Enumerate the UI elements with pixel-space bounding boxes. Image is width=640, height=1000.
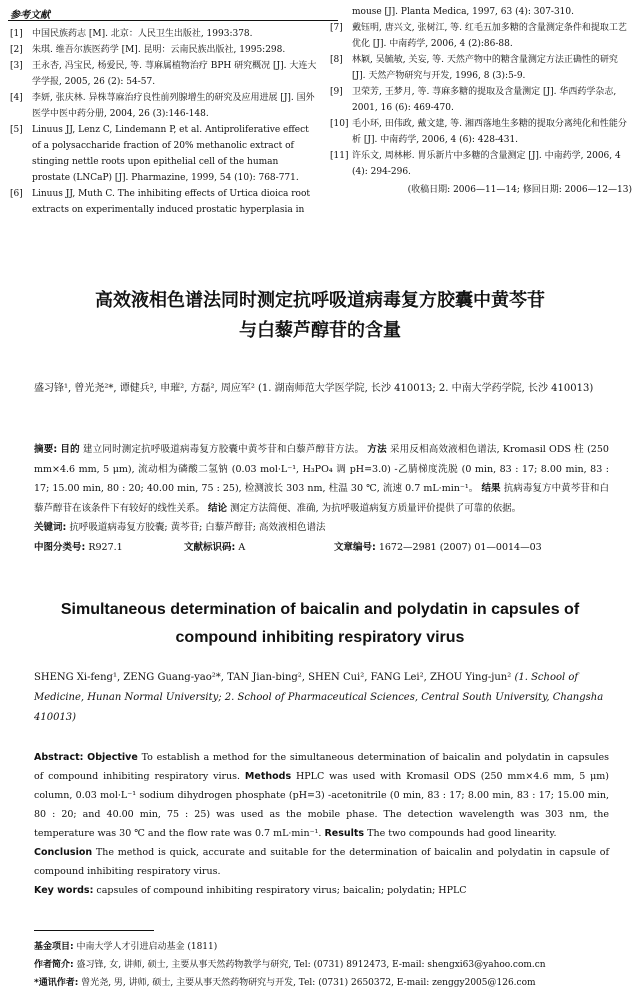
- reference-item: [8] 林颖, 吴毓敏, 关妄, 等. 天然产物中的糖含量测定方法正确性的研究 [J]. 天然产物研究与开发, 1996, 8 (3):5-9.: [330, 55, 618, 81]
- english-keywords: Key words: capsules of compound inhibiting respiratory virus; baicalin; polydatin; HPLC: [34, 885, 467, 896]
- references-heading: 参考文献: [10, 10, 50, 21]
- reference-item: [7] 戴钰明, 唐兴文, 张树江, 等. 红毛五加多糖的含量测定条件和提取工艺优化 [J]. 中南药学, 2006, 4 (2):86-88.: [330, 23, 627, 49]
- references-rule: [8, 20, 338, 21]
- reference-item: [6] Linuus JJ, Muth C. The inhibiting effects of Urtica dioica root extracts on experimentally induced prostatic hyperplasia in: [10, 189, 310, 215]
- classification-row: 中图分类号: R927.1 文献标识码: A 文章编号: 1672—2981 (2007) 01—0014—03: [34, 541, 542, 553]
- received-dates: (收稿日期: 2006—11—14; 修回日期: 2006—12—13): [407, 185, 632, 195]
- author-note: 作者简介: 盛习锋, 女, 讲师, 硕士, 主要从事天然药物教学与研究, Tel: (0731) 8912473, E-mail: shengxi63@yahoo.com.cn: [34, 960, 546, 970]
- reference-item: [1] 中国民族药志 [M]. 北京：人民卫生出版社, 1993:378.: [10, 29, 253, 39]
- english-authors: SHENG Xi-feng¹, ZENG Guang-yao²*, TAN Jian-bing², SHEN Cui², FANG Lei², ZHOU Ying-jun² (1. School of Medicine, Hunan Normal University; 2. School of Pharmaceutical Sciences, Central South University, Changsha 410013): [34, 672, 604, 723]
- english-title: Simultaneous determination of baicalin and polydatin in capsules of compound inhibiting respiratory virus: [60, 601, 580, 646]
- chinese-title: 高效液相色谱法同时测定抗呼吸道病毒复方胶囊中黄芩苷 与白藜芦醇苷的含量: [95, 290, 545, 341]
- reference-item: [5] Linuus JJ, Lenz C, Lindemann P, et al. Antiproliferative effect of a polysaccharide fraction of 20% methanolic extract of stinging nettle roots upon epithelial cell of the human prostate (LNCaP) [J]. Pharmazine, 1999, 54 (10): 768-771.: [10, 125, 309, 183]
- reference-item: [10] 毛小环, 田伟政, 戴文建, 等. 湘西落地生多糖的提取分离纯化和性能分析 [J]. 中南药学, 2006, 4 (6): 428-431.: [330, 119, 627, 145]
- chinese-authors: 盛习锋¹, 曾光尧²*, 谭健兵², 申璀², 方磊², 周应军² (1. 湖南师范大学医学院, 长沙 410013; 2. 中南大学药学院, 长沙 410013): [34, 383, 594, 394]
- footer-rule: [34, 930, 154, 931]
- reference-item: [2] 朱琪. 维吾尔族医药学 [M]. 昆明：云南民族出版社, 1995:298.: [10, 45, 286, 55]
- reference-item: [4] 李妍, 张庆林. 异株荨麻治疗良性前列腺增生的研究及应用进展 [J]. 国外医学中医中药分册, 2004, 26 (3):146-148.: [10, 93, 315, 119]
- reference-item: [3] 王永杏, 冯宝民, 杨爱民, 等. 荨麻属植物治疗 BPH 研究概况 [J]. 大连大学学报, 2005, 26 (2): 54-57.: [10, 61, 317, 87]
- chinese-abstract: 摘要: 目的 建立同时测定抗呼吸道病毒复方胶囊中黄芩苷和白藜芦醇苷方法。 方法 采用反相高效液相色谱法, Kromasil ODS 柱 (250 mm×4.6 mm, 5 μm), 流动相为磷酸二氢钠 (0.03 mol·L⁻¹, H₃PO₄ 调 pH=3.0) -乙腈梯度洗脱 (0 min, 83 : 17; 8.00 min, 83 : 17; 15.00 min, 80 : 20; 40.00 min, 75 : 25), 检测波长 303 nm, 柱温 30 ℃, 流速 0.7 mL·min⁻¹。 结果 抗病毒复方中黄芩苷和白藜芦醇苷在该条件下有较好的线性关系。 结论 测定方法简便、准确, 为抗呼吸道病复方质量评价提供了可靠的依据。 关键词: 抗呼吸道病毒复方胶囊; 黄芩苷; 白藜芦醇苷; 高效液相色谱法 中图分类号: R927.1 文献标识码: A 文章编号: 1672—2981 (2007) 01—0014—03: [34, 440, 609, 557]
- reference-item: [11] 许乐文, 周林彬. 胃乐新片中多糖的含量测定 [J]. 中南药学, 2006, 4 (4): 294-296.: [330, 151, 621, 177]
- reference-continuation: mouse [J]. Planta Medica, 1997, 63 (4): 307-310.: [352, 7, 574, 17]
- english-abstract: Abstract: Objective To establish a method for the simultaneous determination of baicalin and polydatin in capsules of compound inhibiting respiratory virus. Methods HPLC was used with Kromasil ODS (250 mm×4.6 mm, 5 μm) column, 0.03 mol·L⁻¹ sodium dihydrogen phosphate (pH=3) -acetonitrile (0 min, 83 : 17; 8.00 min, 83 : 17; 15.00 min, 80 : 20; and 40.00 min, 75 : 25) was used as the mobile phase. The detection wavelength was 303 nm, the temperature was 30 ℃ and the flow rate was 0.7 mL·min⁻¹. Results The two compounds had good linearity. Conclusion The method is quick, accurate and suitable for the determination of baicalin and polydatin in capsule of compound inhibiting respiratory virus. Key words: capsules of compound inhibiting respiratory virus; baicalin; polydatin; HPLC: [34, 748, 609, 900]
- references-right-column: [330, 4, 632, 198]
- corresponding-author-note: *通讯作者: 曾光尧, 男, 讲师, 硕士, 主要从事天然药物研究与开发, Tel: (0731) 2650372, E-mail: zenggy2005@126.com: [34, 978, 536, 988]
- chinese-keywords: 关键词: 抗呼吸道病毒复方胶囊; 黄芩苷; 白藜芦醇苷; 高效液相色谱法: [34, 522, 326, 533]
- footnotes: [34, 938, 634, 992]
- fund-note: 基金项目: 中南大学人才引进启动基金 (1811): [34, 942, 218, 952]
- reference-item: [9] 卫荣芳, 王梦月, 等. 荨麻多糖的提取及含量测定 [J]. 华西药学杂志, 2001, 16 (6): 469-470.: [330, 87, 617, 113]
- references-left-column: [10, 26, 318, 218]
